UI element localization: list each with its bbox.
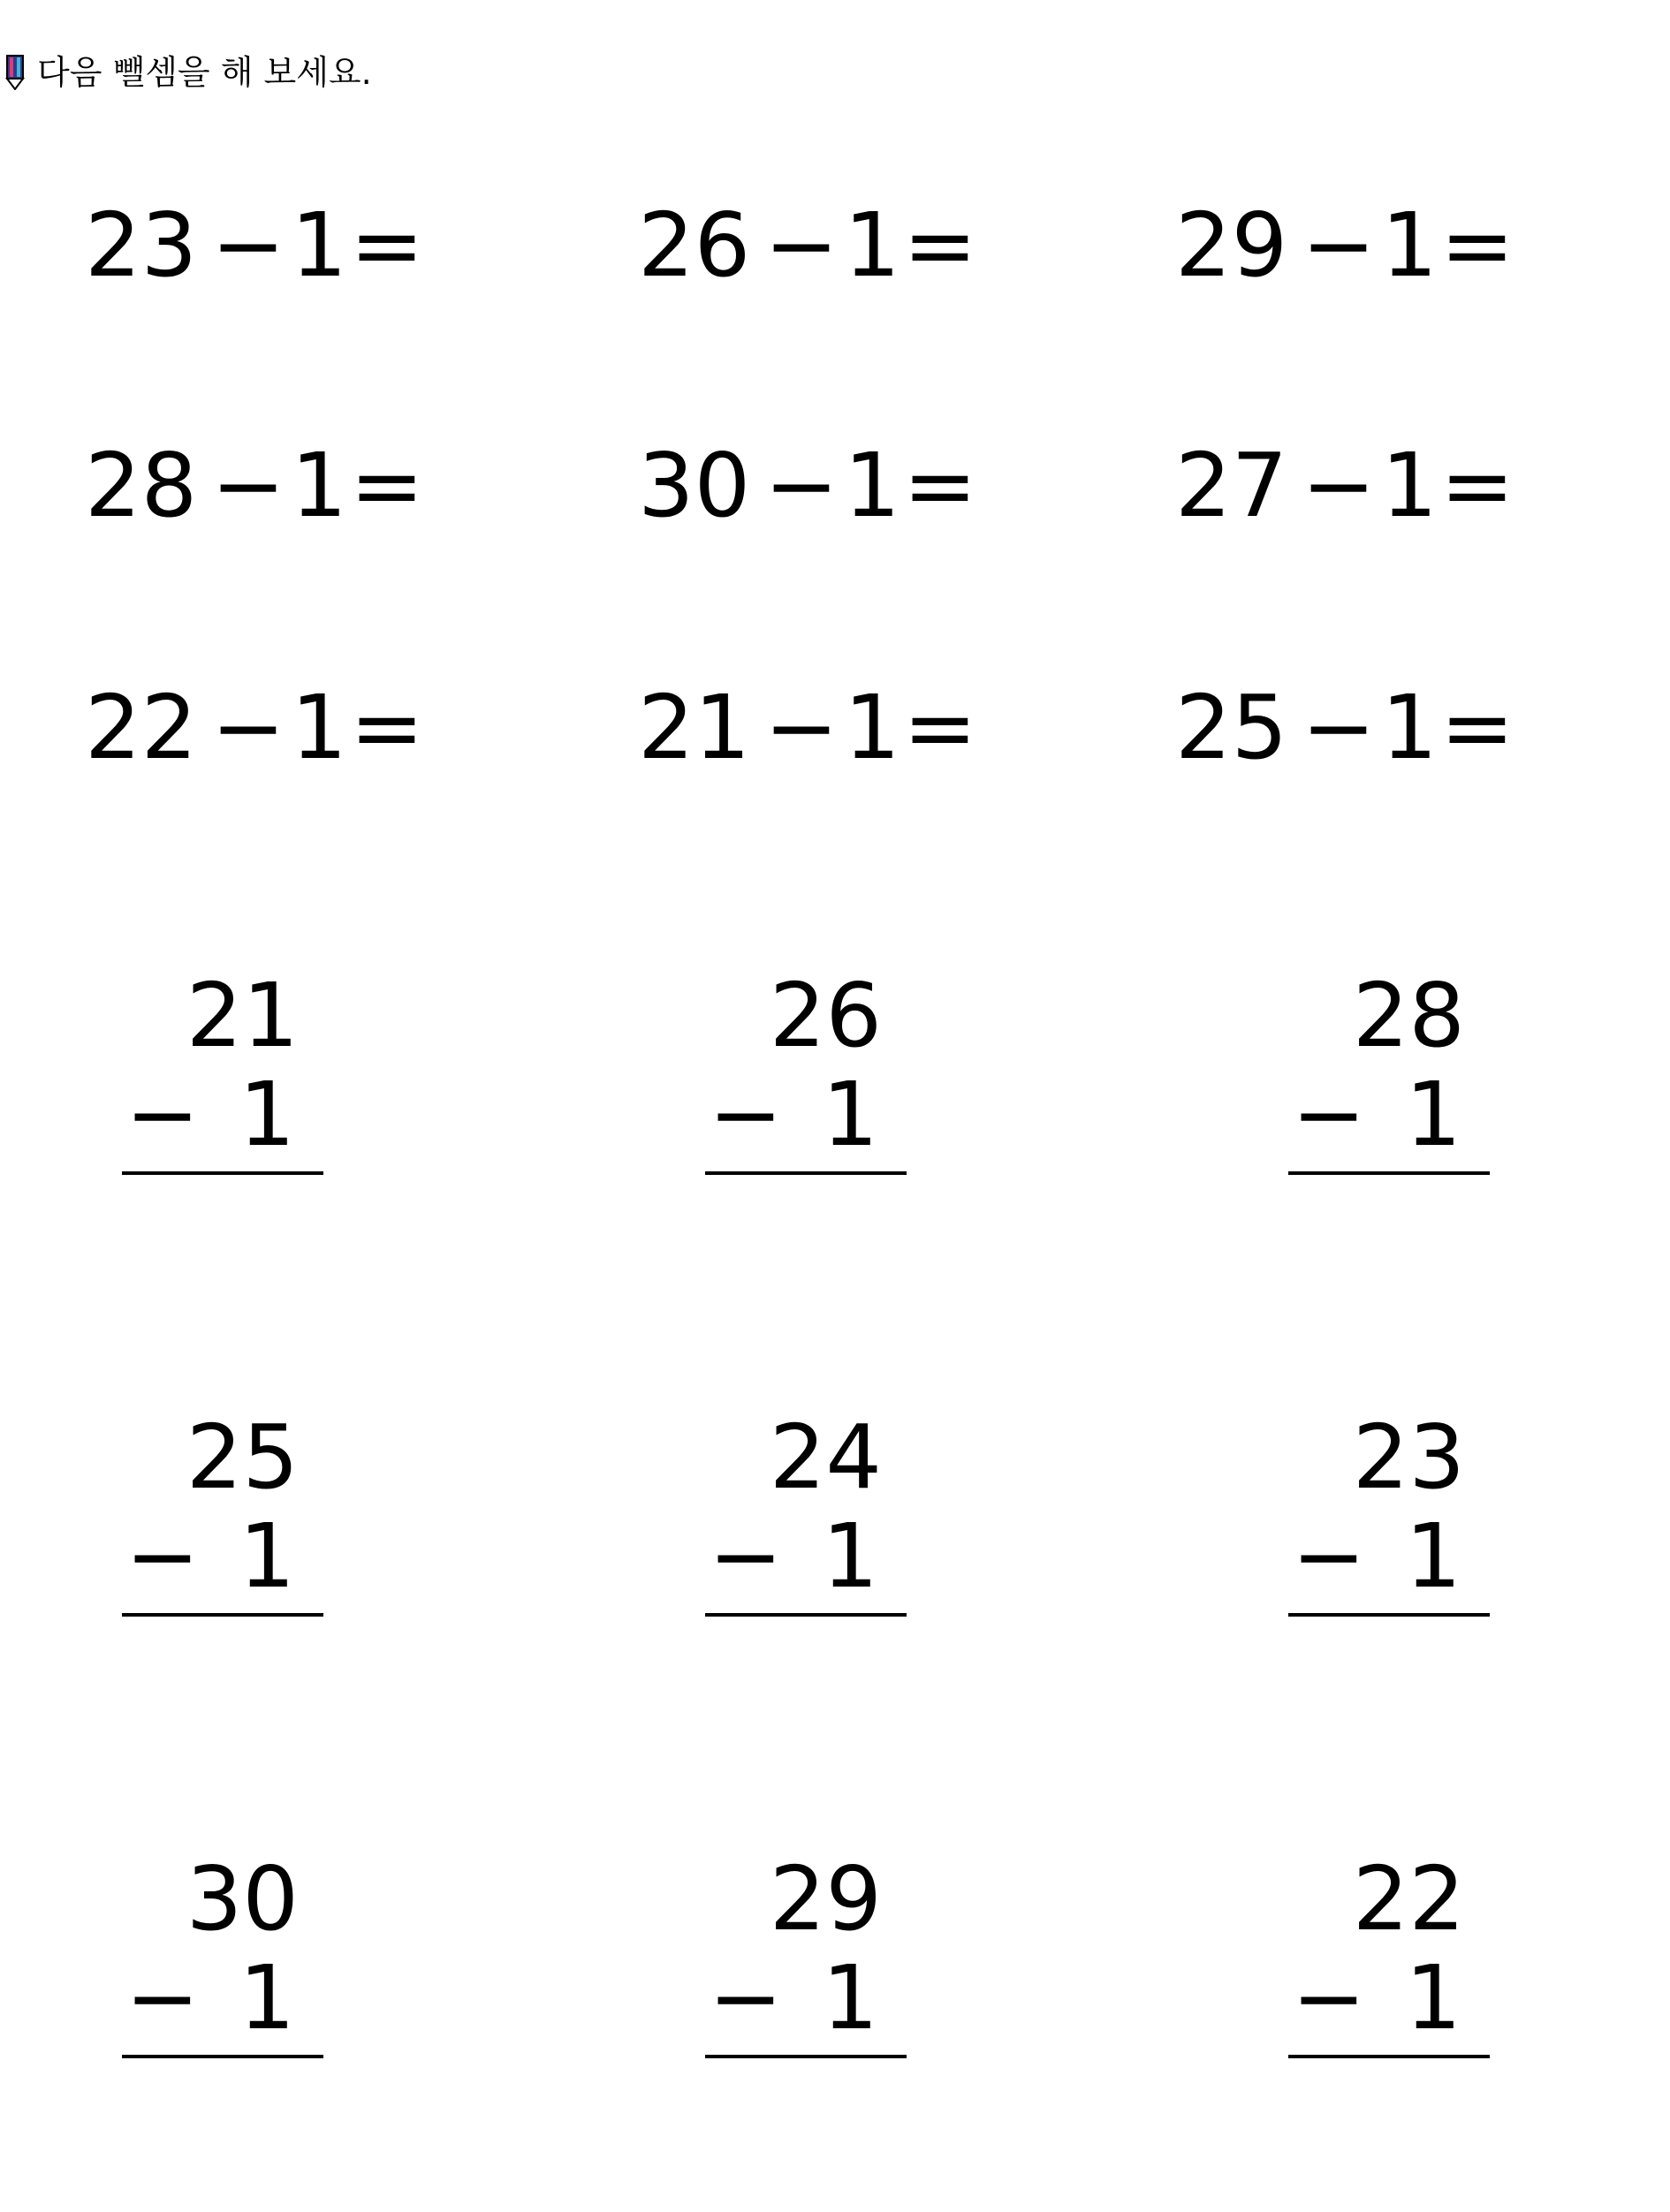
subtrahend: 1 [291,676,347,779]
minuend: 23 [85,193,198,297]
minus-sign: − [125,1504,200,1608]
pencil-icon [5,55,25,90]
vertical-problem [705,1847,917,2058]
minuend: 26 [638,193,751,297]
vertical-problem [1288,1405,1500,1617]
answer-line [122,1613,323,1617]
minuend: 28 [85,434,198,537]
minuend: 29 [769,1847,882,1951]
minus-sign: − [764,434,839,537]
subtrahend: 1 [291,434,347,537]
horizontal-problem [638,193,977,299]
minuend: 26 [769,964,882,1067]
minus-sign: − [1292,1946,1366,2049]
minus-sign: − [709,1063,783,1166]
minus-sign: − [1292,1063,1366,1166]
answer-line [122,2055,323,2058]
answer-line [122,1171,323,1175]
minus-sign: − [1292,1504,1366,1608]
horizontal-problem [85,675,424,781]
vertical-problem [122,964,334,1175]
subtrahend: 1 [844,193,900,297]
equals-sign: = [903,676,977,779]
vertical-problem [705,1405,917,1617]
subtrahend: 1 [291,193,347,297]
subtrahend: 1 [239,1063,295,1166]
minuend: 25 [1175,676,1288,779]
subtrahend: 1 [1381,193,1438,297]
minuend: 27 [1175,434,1288,537]
instruction-text: 다음 뺄셈을 해 보세요. [37,53,372,92]
vertical-problem [122,1847,334,2058]
horizontal-problem [1175,675,1514,781]
minus-sign: − [1302,676,1376,779]
horizontal-problem [1175,433,1514,539]
answer-line [1288,1171,1490,1175]
minuend: 24 [769,1405,882,1509]
minuend: 30 [186,1847,299,1951]
vertical-problem [122,1405,334,1617]
horizontal-problem [1175,193,1514,299]
equals-sign: = [350,193,424,297]
answer-line [705,1613,907,1617]
minus-sign: − [764,676,839,779]
horizontal-problem [85,433,424,539]
horizontal-problem [638,433,977,539]
minuend: 21 [186,964,299,1067]
subtrahend: 1 [844,434,900,537]
minus-sign: − [211,676,285,779]
minus-sign: − [709,1946,783,2049]
subtrahend: 1 [239,1946,295,2049]
minus-sign: − [764,193,839,297]
subtrahend: 1 [822,1946,878,2049]
minuend: 22 [1352,1847,1465,1951]
minuend: 23 [1352,1405,1465,1509]
subtrahend: 1 [822,1504,878,1608]
subtrahend: 1 [1381,434,1438,537]
equals-sign: = [903,193,977,297]
vertical-problem [705,964,917,1175]
minuend: 25 [186,1405,299,1509]
equals-sign: = [1440,676,1514,779]
subtrahend: 1 [1405,1946,1461,2049]
minuend: 28 [1352,964,1465,1067]
subtrahend: 1 [1405,1063,1461,1166]
instruction [5,49,372,95]
minus-sign: − [211,434,285,537]
minus-sign: − [709,1504,783,1608]
equals-sign: = [1440,193,1514,297]
equals-sign: = [903,434,977,537]
answer-line [1288,2055,1490,2058]
horizontal-problem [85,193,424,299]
minus-sign: − [125,1063,200,1166]
answer-line [705,1171,907,1175]
subtrahend: 1 [239,1504,295,1608]
equals-sign: = [350,434,424,537]
minus-sign: − [1302,193,1376,297]
minuend: 21 [638,676,751,779]
subtrahend: 1 [822,1063,878,1166]
equals-sign: = [1440,434,1514,537]
horizontal-problem [638,675,977,781]
subtrahend: 1 [1405,1504,1461,1608]
answer-line [1288,1613,1490,1617]
vertical-problem [1288,1847,1500,2058]
subtrahend: 1 [844,676,900,779]
vertical-problem [1288,964,1500,1175]
minuend: 30 [638,434,751,537]
minus-sign: − [1302,434,1376,537]
minus-sign: − [125,1946,200,2049]
minus-sign: − [211,193,285,297]
minuend: 22 [85,676,198,779]
minuend: 29 [1175,193,1288,297]
subtrahend: 1 [1381,676,1438,779]
answer-line [705,2055,907,2058]
equals-sign: = [350,676,424,779]
